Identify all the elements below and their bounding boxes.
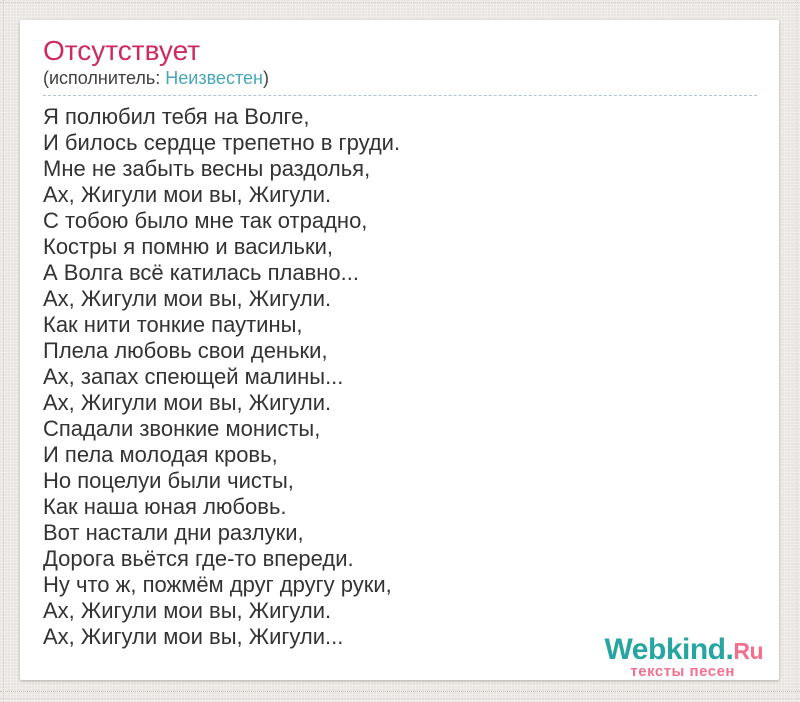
lyric-line: Спадали звонкие монисты, xyxy=(43,416,321,441)
artist-link[interactable]: Неизвестен xyxy=(165,68,263,88)
lyric-line: Ах, Жигули мои вы, Жигули... xyxy=(43,624,344,649)
logo-dot: . xyxy=(725,633,734,666)
lyric-line: Ах, Жигули мои вы, Жигули. xyxy=(43,390,332,415)
lyric-line: Как нити тонкие паутины, xyxy=(43,312,303,337)
lyric-line: Мне не забыть весны раздолья, xyxy=(43,156,371,181)
lyrics-card xyxy=(20,20,779,680)
webkind-logo-wordmark xyxy=(605,635,763,666)
lyric-line: Дорога вьётся где-то впереди. xyxy=(43,546,354,571)
lyrics-text xyxy=(43,104,757,650)
lyric-line: Костры я помню и васильки, xyxy=(43,234,334,259)
lyric-line: Ну что ж, пожмём друг другу руки, xyxy=(43,572,392,597)
background-texture-line-bottom-outer xyxy=(0,691,800,692)
lyric-line: Как наша юная любовь. xyxy=(43,494,287,519)
lyric-line: Плела любовь свои деньки, xyxy=(43,338,328,363)
lyric-line: Вот настали дни разлуки, xyxy=(43,520,304,545)
artist-suffix: ) xyxy=(262,68,269,88)
lyric-line: И билось сердце трепетно в груди. xyxy=(43,130,401,155)
lyric-line: Ах, Жигули мои вы, Жигули. xyxy=(43,286,332,311)
song-header xyxy=(43,36,757,96)
lyric-line: А Волга всё катилась плавно... xyxy=(43,260,359,285)
song-title: Отсутствует xyxy=(43,35,201,66)
lyric-line: Ах, запах спеющей малины... xyxy=(43,364,344,389)
lyric-line: Ах, Жигули мои вы, Жигули. xyxy=(43,182,332,207)
logo-tagline: тексты песен xyxy=(630,663,735,680)
background-texture-line-top xyxy=(0,2,800,3)
lyric-line: Ах, Жигули мои вы, Жигули. xyxy=(43,598,332,623)
logo-tld: Ru xyxy=(733,638,763,664)
background-texture-line-left xyxy=(3,0,4,702)
lyric-line: Но поцелуи были чисты, xyxy=(43,468,294,493)
background-texture-line-bottom-inner xyxy=(0,698,800,699)
logo-name: Webkind xyxy=(604,633,726,666)
lyric-line: С тобою было мне так отрадно, xyxy=(43,208,368,233)
lyric-line: И пела молодая кровь, xyxy=(43,442,278,467)
background-texture-line-right xyxy=(796,0,797,702)
lyric-line: Я полюбил тебя на Волге, xyxy=(43,104,310,129)
artist-prefix: (исполнитель: xyxy=(43,68,166,88)
artist-line xyxy=(43,68,757,89)
webkind-logo[interactable] xyxy=(605,635,763,679)
